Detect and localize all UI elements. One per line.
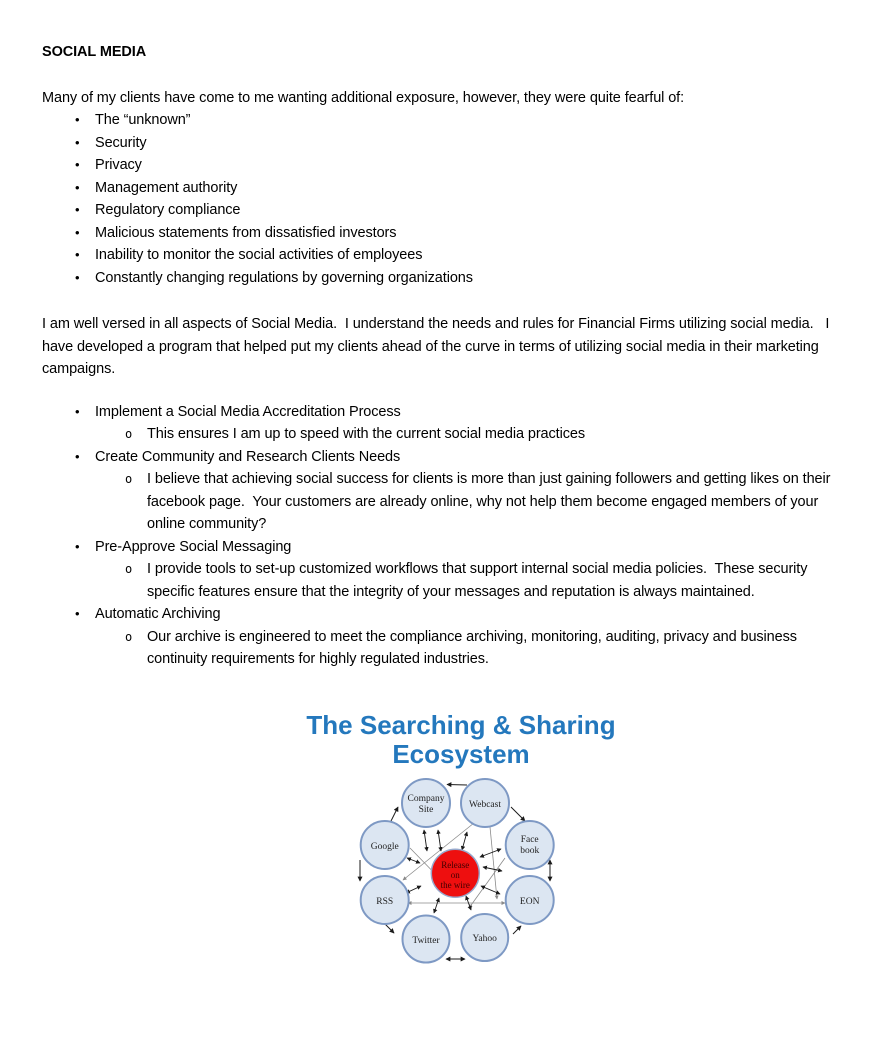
fear-item-label: The “unknown” <box>95 112 191 128</box>
fear-item <box>42 109 844 132</box>
node-company-site <box>402 779 450 827</box>
fear-item <box>42 177 844 200</box>
intro-paragraph: Many of my clients have come to me wanting additional exposure, however, they were quite fearful of: <box>42 89 685 106</box>
spoke-arrow <box>407 858 420 863</box>
program-item <box>42 603 844 626</box>
arrow-webcast-facebook <box>511 807 525 821</box>
fear-item <box>42 132 844 155</box>
diagram-title-line1: The Searching & Sharing <box>306 709 616 740</box>
fear-item-label: Constantly changing regulations by governing organizations <box>95 269 473 286</box>
diagram-title-line2: Ecosystem <box>392 738 530 769</box>
program-item <box>42 446 844 469</box>
fear-item <box>42 244 844 267</box>
fear-item <box>42 199 844 222</box>
spoke-arrow <box>462 832 467 850</box>
spoke-arrow <box>481 886 500 894</box>
svg-text:Site: Site <box>418 804 434 815</box>
bullet-icon: • <box>75 157 80 172</box>
bullet-icon: • <box>75 202 80 217</box>
node-yahoo <box>461 914 508 961</box>
program-item <box>42 401 844 424</box>
fear-item <box>42 222 844 245</box>
page-title: SOCIAL MEDIA <box>42 44 147 60</box>
svg-text:Face: Face <box>520 834 539 845</box>
svg-text:Twitter: Twitter <box>412 935 440 946</box>
circle-bullet-icon: o <box>125 562 133 576</box>
arrow-yahoo-eon <box>513 926 521 934</box>
program-item-detail: Our archive is engineered to meet the compliance archiving, monitoring, auditing, privacy and business continuity requirements for highly regulated industries. <box>147 628 801 667</box>
arrow-webcast-company <box>447 784 467 785</box>
svg-text:the wire: the wire <box>440 879 470 890</box>
spoke-arrow <box>438 830 441 851</box>
svg-text:Company: Company <box>407 793 445 804</box>
spoke-arrow <box>480 849 501 857</box>
svg-text:Release: Release <box>441 859 470 870</box>
fear-list <box>42 109 844 289</box>
circle-bullet-icon: o <box>125 472 133 486</box>
fear-item-label: Malicious statements from dissatisfied investors <box>95 224 397 241</box>
program-item-detail: I provide tools to set-up customized workflows that support internal social media policies. These security specific features ensure that the integrity of your messages and reputation is always maintained. <box>147 561 812 600</box>
experience-paragraph: I am well versed in all aspects of Social Media. I understand the needs and rules for Financial Firms utilizing social media. I have developed a program that helped put my clients ahead of the curve in terms of utilizing social media in their marketing campaigns. <box>42 316 834 377</box>
svg-text:RSS: RSS <box>376 896 394 907</box>
bullet-icon: • <box>75 134 80 150</box>
program-item-title: Pre-Approve Social Messaging <box>95 538 292 555</box>
connector-line <box>490 827 497 899</box>
fear-item <box>42 267 844 290</box>
ecosystem-svg <box>337 772 617 985</box>
program-item-title: Implement a Social Media Accreditation Process <box>95 403 401 420</box>
spoke-arrow <box>424 830 427 851</box>
fear-item-label: Regulatory compliance <box>95 202 241 218</box>
spoke-arrow <box>434 898 439 913</box>
fear-item <box>42 154 844 177</box>
bullet-icon: • <box>75 448 80 464</box>
program-item-title: Create Community and Research Clients Needs <box>95 448 401 465</box>
program-item-detail: I believe that achieving social success for clients is more than just gaining followers and getting likes on their facebook page. Your customers are already online, why not help them become engaged members of your online community? <box>147 471 835 532</box>
node-release-on-the-wire <box>431 849 479 897</box>
bullet-icon: • <box>75 606 80 621</box>
node-facebook <box>506 821 554 869</box>
fear-item-label: Management authority <box>95 179 238 196</box>
svg-text:Webcast: Webcast <box>469 799 501 810</box>
diagram-figure <box>42 772 844 993</box>
ecosystem-diagram <box>42 711 844 993</box>
program-item-title: Automatic Archiving <box>95 606 221 622</box>
svg-text:Google: Google <box>370 841 399 852</box>
bullet-icon: • <box>75 538 80 554</box>
circle-bullet-icon: o <box>125 427 133 441</box>
program-subitem <box>42 626 844 671</box>
svg-text:Yahoo: Yahoo <box>472 933 497 944</box>
fear-item-label: Inability to monitor the social activities of employees <box>95 247 423 263</box>
bullet-icon: • <box>75 179 80 195</box>
node-eon <box>506 876 554 924</box>
bullet-icon: • <box>75 403 80 419</box>
program-subitem <box>42 558 844 603</box>
diagram-title <box>42 711 844 769</box>
node-webcast <box>461 779 509 827</box>
fear-item-label: Privacy <box>95 157 142 173</box>
svg-text:EON: EON <box>519 896 540 907</box>
arrow-rss-twitter <box>385 924 394 933</box>
bullet-icon: • <box>75 269 80 285</box>
node-rss <box>361 876 409 924</box>
node-google <box>361 821 409 869</box>
circle-bullet-icon: o <box>125 629 133 644</box>
node-twitter <box>403 915 450 962</box>
bullet-icon: • <box>75 224 80 240</box>
program-item <box>42 536 844 559</box>
program-subitem <box>42 423 844 446</box>
program-list <box>42 401 844 671</box>
fear-item-label: Security <box>95 134 147 151</box>
svg-text:book: book <box>520 845 540 856</box>
bullet-icon: • <box>75 247 80 262</box>
svg-text:on: on <box>450 869 460 880</box>
program-item-detail: This ensures I am up to speed with the current social media practices <box>147 426 585 442</box>
bullet-icon: • <box>75 112 80 127</box>
program-subitem <box>42 468 844 536</box>
arrow-google-company <box>390 807 398 823</box>
spoke-arrow <box>483 867 502 871</box>
